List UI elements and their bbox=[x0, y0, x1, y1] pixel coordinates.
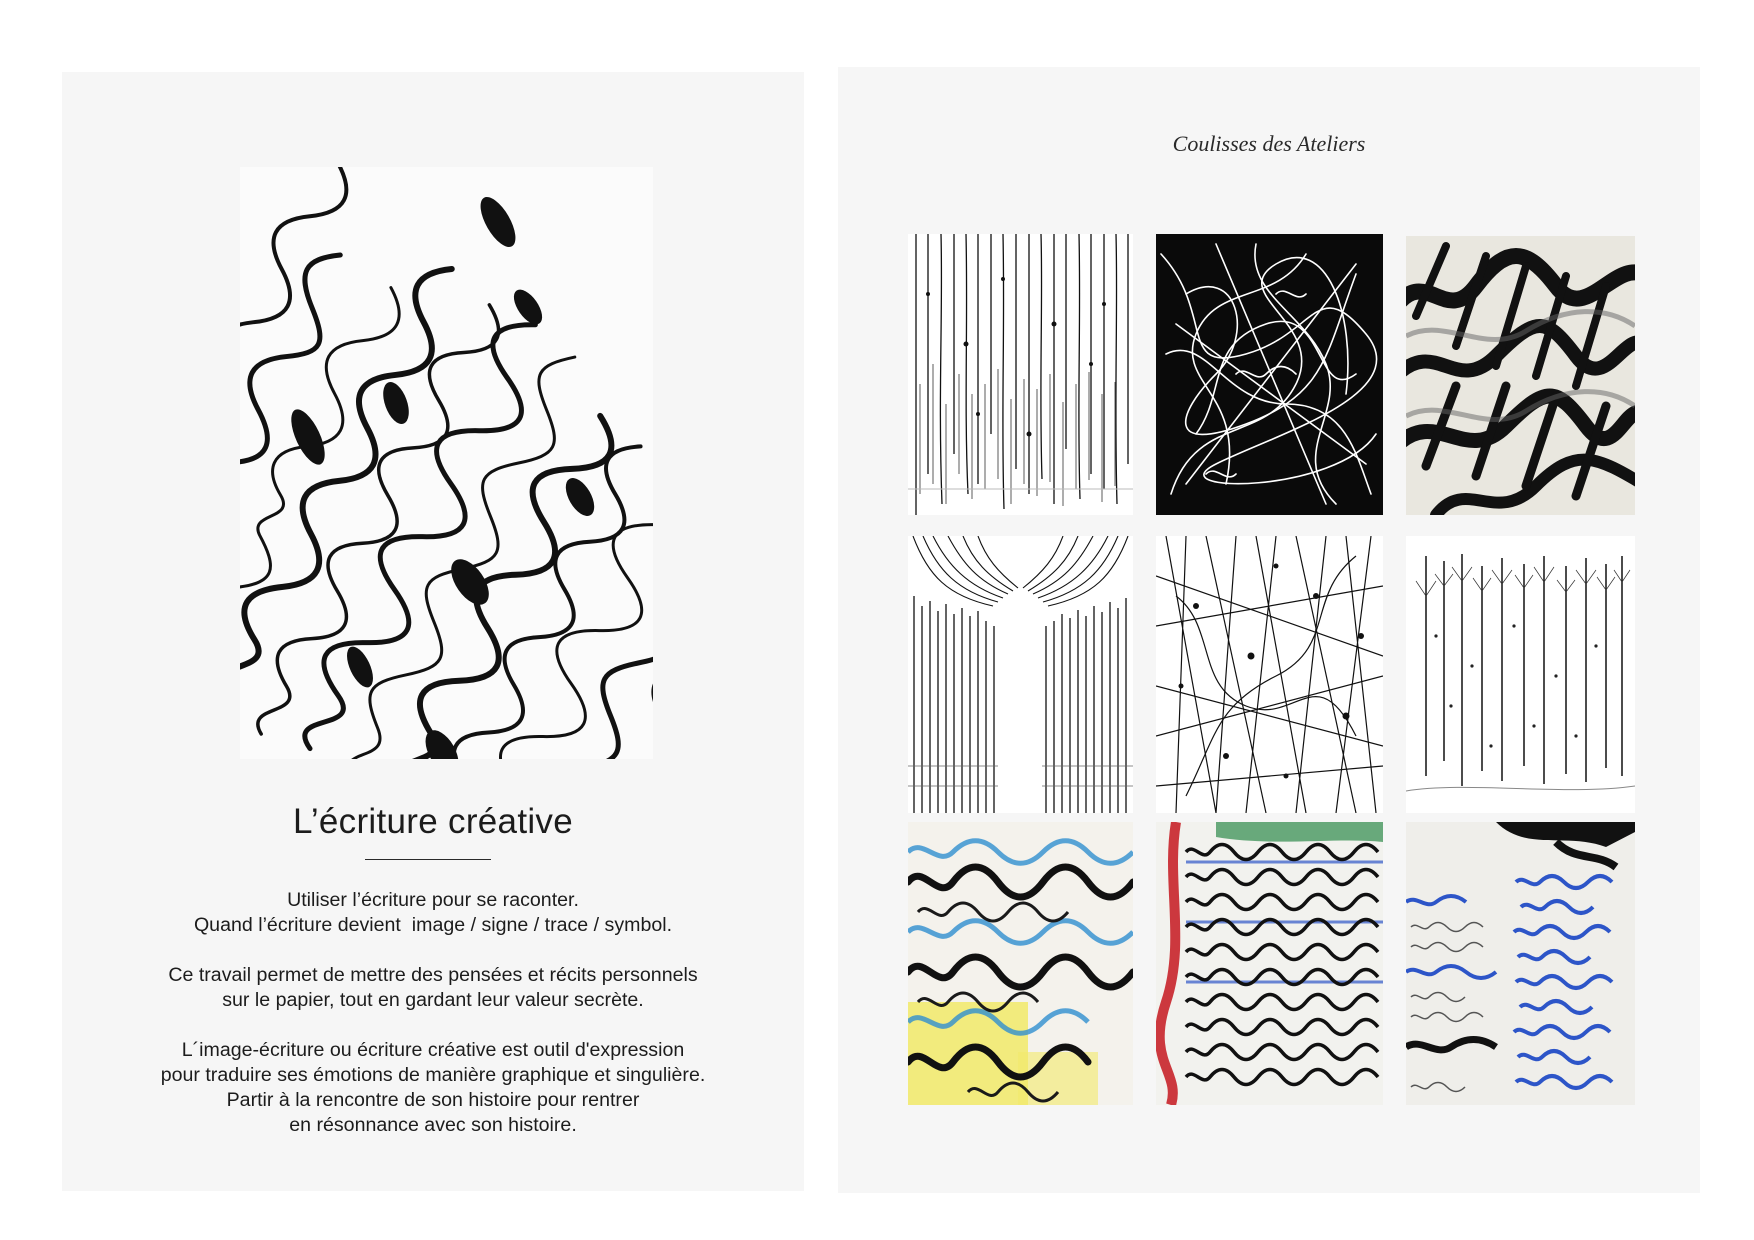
workshop-photo-tangled-lines bbox=[1156, 536, 1383, 813]
title-divider bbox=[365, 859, 491, 860]
paragraph bbox=[62, 963, 804, 1013]
text-archway-illustration bbox=[908, 536, 1133, 813]
workshop-photo-forest-trees bbox=[1406, 536, 1635, 813]
vertical-ink-lines-illustration bbox=[908, 234, 1133, 515]
workshop-photo-colorful-script bbox=[908, 822, 1133, 1105]
workshop-photo-blue-script bbox=[1406, 822, 1635, 1105]
calligraphy-artwork-illustration bbox=[240, 167, 653, 759]
paragraph bbox=[62, 888, 804, 938]
left-page bbox=[62, 72, 804, 1191]
right-page bbox=[838, 67, 1700, 1193]
forest-trees-illustration bbox=[1406, 536, 1635, 813]
text-line: Partir à la rencontre de son histoire pour rentrer bbox=[226, 1089, 640, 1111]
brush-strokes-illustration bbox=[1406, 236, 1635, 515]
gallery-title: Coulisses des Ateliers bbox=[1172, 131, 1366, 156]
blue-script-illustration bbox=[1406, 822, 1635, 1105]
paragraph bbox=[62, 1038, 804, 1138]
text-line: Ce travail permet de mettre des pensées et récits personnels bbox=[168, 964, 698, 986]
text-line: pour traduire ses émotions de manière graphique et singulière. bbox=[160, 1064, 706, 1086]
tangled-lines-illustration bbox=[1156, 536, 1383, 813]
white-scribbles-on-black-illustration bbox=[1156, 234, 1383, 515]
colorful-script-illustration bbox=[908, 822, 1133, 1105]
text-line: Utiliser l’écriture pour se raconter. bbox=[287, 889, 579, 911]
description bbox=[62, 888, 804, 1163]
workshop-photo-white-scribbles bbox=[1156, 234, 1383, 515]
workshop-photo-dense-script bbox=[1156, 822, 1383, 1105]
dense-script-illustration bbox=[1156, 822, 1383, 1105]
text-line: sur le papier, tout en gardant leur valeur secrète. bbox=[222, 989, 644, 1011]
workshop-photo-brush-strokes bbox=[1406, 236, 1635, 515]
workshop-photo-text-archway bbox=[908, 536, 1133, 813]
calligraphy-artwork bbox=[240, 167, 653, 759]
text-line: Quand l’écriture devient image / signe / trace / symbol. bbox=[193, 914, 673, 936]
text-line: L´image-écriture ou écriture créative est outil d'expression bbox=[181, 1039, 685, 1061]
page-title: L’écriture créative bbox=[293, 802, 573, 841]
text-line: en résonnance avec son histoire. bbox=[289, 1114, 577, 1136]
workshop-photo-vertical-lines bbox=[908, 234, 1133, 515]
